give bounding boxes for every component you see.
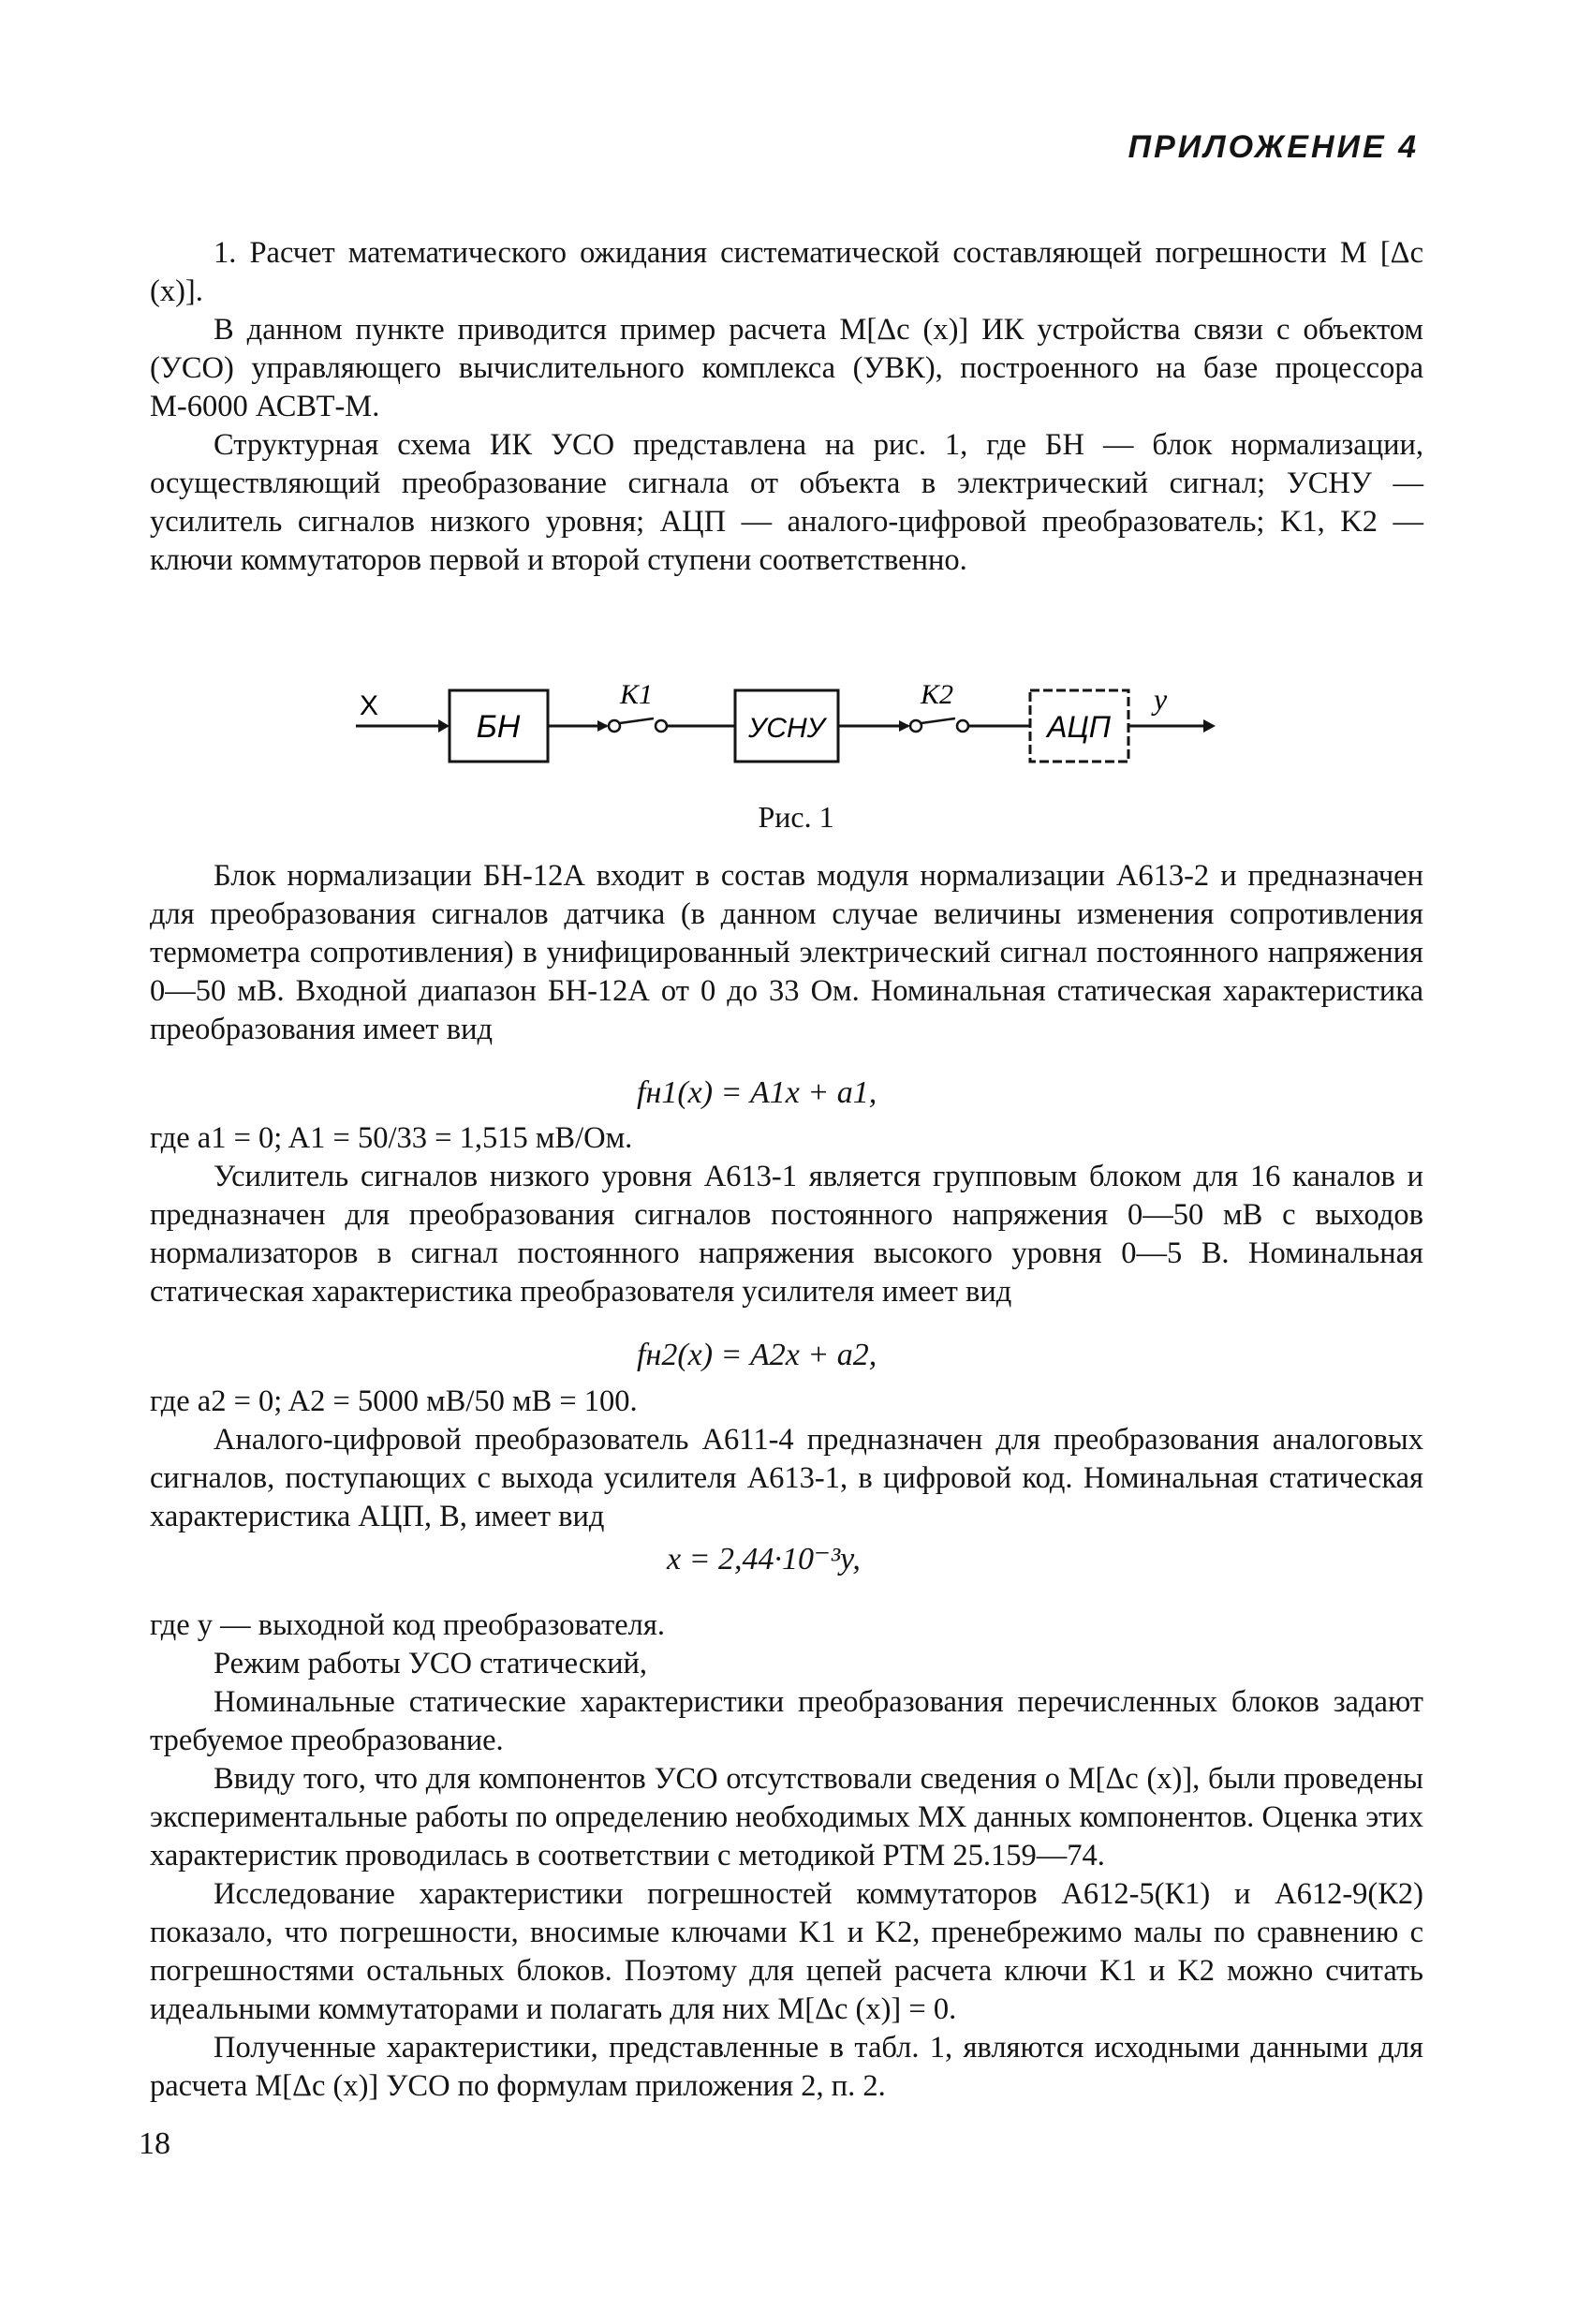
paragraph-1: 1. Расчет математического ожидания систематической составляющей погрешности M [Δc (x)].: [150, 236, 1423, 308]
body-block-3: [150, 1383, 1423, 1536]
paragraph-4: Блок нормализации БН-12А входит в состав модуля нормализации А613-2 и предназначен для преобразования сигналов датчика (в данном случае величины изменения сопротивления термометра сопротивления) в унифицированный электрический сигнал постоянного напряжения 0—50 мВ. Входной диапазон БН-12А от 0 до 33 Ом. Номинальная статическая характеристика преобразования имеет вид: [150, 859, 1423, 1046]
where-2: где a2 = 0; A2 = 5000 мВ/50 мВ = 100.: [150, 1384, 638, 1418]
input-arrowhead: [438, 719, 450, 733]
page-number: 18: [139, 2126, 170, 2161]
k2-switch: [921, 718, 955, 723]
body-block-1: [150, 857, 1423, 1049]
where-1: где a1 = 0; A1 = 50/33 = 1,515 мВ/Ом.: [150, 1121, 633, 1155]
input-label: X: [360, 690, 379, 721]
paragraph-6: Аналого-цифровой преобразователь А611-4 предназначен для преобразования аналоговых сигналов, поступающих с выхода усилителя А613-1, в цифровой код. Номинальная статическая характеристика АЦП, В, имеет вид: [150, 1423, 1423, 1533]
paragraph-3: Структурная схема ИК УСО представлена на рис. 1, где БН — блок нормализации, осуществляющий преобразование сигнала от объекта в электрический сигнал; УСНУ — усилитель сигналов низкого уровня; АЦП — аналого-цифровой преобразователь; K1, K2 — ключи коммутаторов первой и второй ступени соответственно.: [150, 428, 1423, 577]
paragraph-9: Ввиду того, что для компонентов УСО отсутствовали сведения о M[Δc (x)], были проведены экспериментальные работы по определению необходимых МХ данных компонентов. Оценка этих характеристик проводилась в соответствии с методикой РТМ 25.159—74.: [150, 1762, 1423, 1873]
formula-2: fн2(x) = A2x + a2,: [637, 1338, 877, 1372]
k1-switch: [620, 718, 654, 723]
appendix-header: ПРИЛОЖЕНИЕ 4: [1128, 129, 1419, 165]
paragraph-5: Усилитель сигналов низкого уровня А613-1 является групповым блоком для 16 каналов и предназначен для преобразования сигналов постоянного напряжения 0—50 мВ с выходов нормализаторов в сигнал постоянного напряжения высокого уровня 0—5 В. Номинальная статическая характеристика преобразователя усилителя имеет вид: [150, 1160, 1423, 1309]
key1-label: K1: [620, 679, 654, 710]
figure-caption: Рис. 1: [758, 800, 834, 834]
paragraph-10: Исследование характеристики погрешностей коммутаторов А612-5(К1) и А612-9(К2) показало, что погрешности, вносимые ключами K1 и K2, пренебрежимо малы по сравнению с погрешностями остальных блоков. Поэтому для цепей расчета ключи K1 и K2 можно считать идеальными коммутаторами и полагать для них M[Δc (x)] = 0.: [150, 1877, 1423, 2026]
body-block-4: [150, 1606, 1423, 2106]
k2-arrowhead: [899, 720, 910, 732]
k1-contact-left: [609, 720, 620, 732]
formula-1: fн1(x) = A1x + a1,: [637, 1075, 877, 1110]
paragraph-11: Полученные характеристики, представленные в табл. 1, являются исходными данными для расчета M[Δc (x)] УСО по формулам приложения 2, п. 2.: [150, 2031, 1423, 2103]
body-block-2: [150, 1119, 1423, 1311]
block-adc-label: АЦП: [1047, 710, 1111, 744]
k2-contact-right: [957, 720, 968, 732]
intro-block: [150, 234, 1423, 580]
k1-arrowhead: [597, 720, 609, 732]
formula-3: x = 2,44·10⁻³y,: [667, 1542, 861, 1576]
k2-contact-left: [910, 720, 921, 732]
k1-contact-right: [656, 720, 667, 732]
block-bn-label: БН: [476, 709, 521, 745]
key2-label: K2: [921, 679, 954, 710]
paragraph-7: Режим работы УСО статический,: [214, 1647, 647, 1680]
paragraph-8: Номинальные статические характеристики преобразования перечисленных блоков задают требуемое преобразование.: [150, 1685, 1423, 1757]
output-arrowhead: [1203, 719, 1216, 733]
block-diagram: [356, 670, 1227, 792]
paragraph-2: В данном пункте приводится пример расчета M[Δc (x)] ИК устройства связи с объектом (УСО) управляющего вычислительного комплекса (УВК), построенного на базе процессора М-6000 АСВТ-М.: [150, 313, 1423, 423]
where-3: где y — выходной код преобразователя.: [150, 1608, 665, 1642]
output-label: y: [1154, 682, 1168, 716]
block-usnu-label: УСНУ: [748, 713, 825, 744]
